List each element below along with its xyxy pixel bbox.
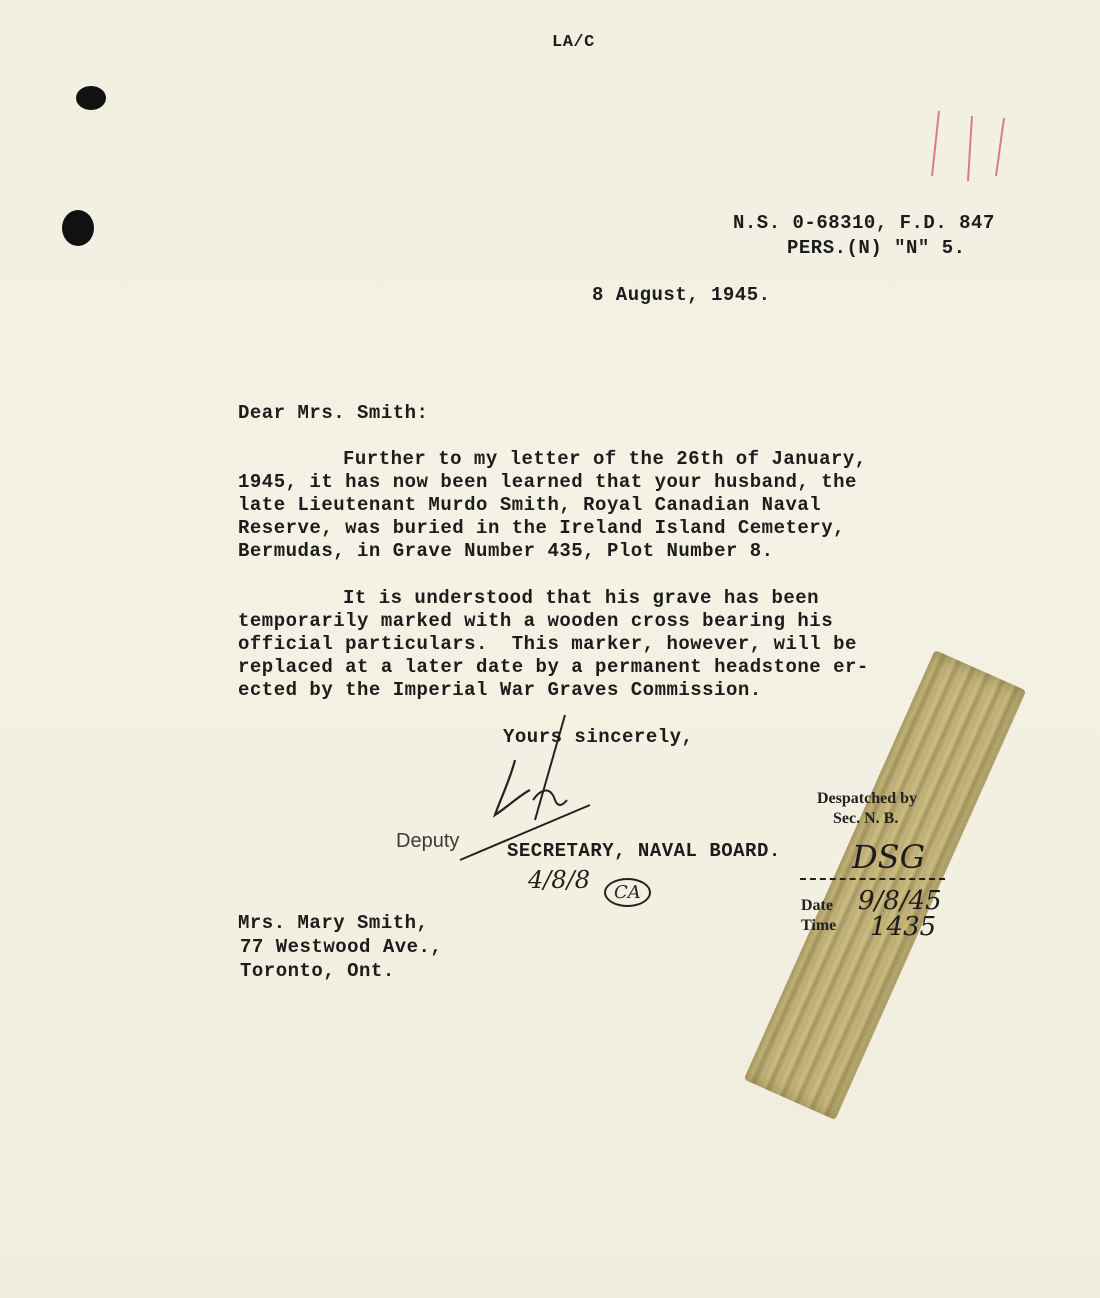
closing: Yours sincerely, xyxy=(503,726,694,748)
margin-mark xyxy=(905,88,1014,191)
body-line: official particulars. This marker, however, will be xyxy=(238,633,857,655)
reference-line-1: N.S. 0-68310, F.D. 847 xyxy=(733,212,995,234)
header-code: LA/C xyxy=(552,33,595,52)
body-line: replaced at a later date by a permanent headstone er- xyxy=(238,656,869,678)
handwritten-initials: 4/8/8 xyxy=(528,866,590,894)
body-line: Bermudas, in Grave Number 435, Plot Number 8. xyxy=(238,540,774,562)
stamp-date-value: 9/8/45 xyxy=(858,886,942,916)
letter-date: 8 August, 1945. xyxy=(592,284,771,306)
stamp-rule xyxy=(800,878,945,880)
body-line: temporarily marked with a wooden cross bearing his xyxy=(238,610,834,632)
stamp-time-label: Time xyxy=(801,917,837,934)
body-line: Further to my letter of the 26th of January, xyxy=(343,448,867,470)
body-line: It is understood that his grave has been xyxy=(343,587,820,609)
handwritten-mark: CA xyxy=(604,878,651,907)
recipient-line-1: Mrs. Mary Smith, xyxy=(238,912,429,934)
stamp-line-2: Sec. N. B. xyxy=(833,810,899,827)
body-line: ected by the Imperial War Graves Commission. xyxy=(238,679,762,701)
body-line: Reserve, was buried in the Ireland Island Cemetery, xyxy=(238,517,845,539)
red-tick-marks xyxy=(924,106,1014,186)
punch-hole-bottom xyxy=(62,210,94,246)
deputy-label: Deputy xyxy=(396,830,460,852)
stamp-time-value: 1435 xyxy=(870,912,937,942)
recipient-line-3: Toronto, Ont. xyxy=(240,960,395,982)
reference-line-2: PERS.(N) "N" 5. xyxy=(787,237,966,259)
stamp-line-1: Despatched by xyxy=(817,790,918,807)
body-line: late Lieutenant Murdo Smith, Royal Canadian Naval xyxy=(238,494,822,516)
stamp-date-label: Date xyxy=(801,897,833,914)
stamp-initials: DSG xyxy=(852,838,926,876)
signature-title: SECRETARY, NAVAL BOARD. xyxy=(507,840,781,862)
recipient-line-2: 77 Westwood Ave., xyxy=(240,936,443,958)
salutation: Dear Mrs. Smith: xyxy=(238,402,429,424)
punch-hole-top xyxy=(76,86,106,110)
body-line: 1945, it has now been learned that your husband, the xyxy=(238,471,857,493)
